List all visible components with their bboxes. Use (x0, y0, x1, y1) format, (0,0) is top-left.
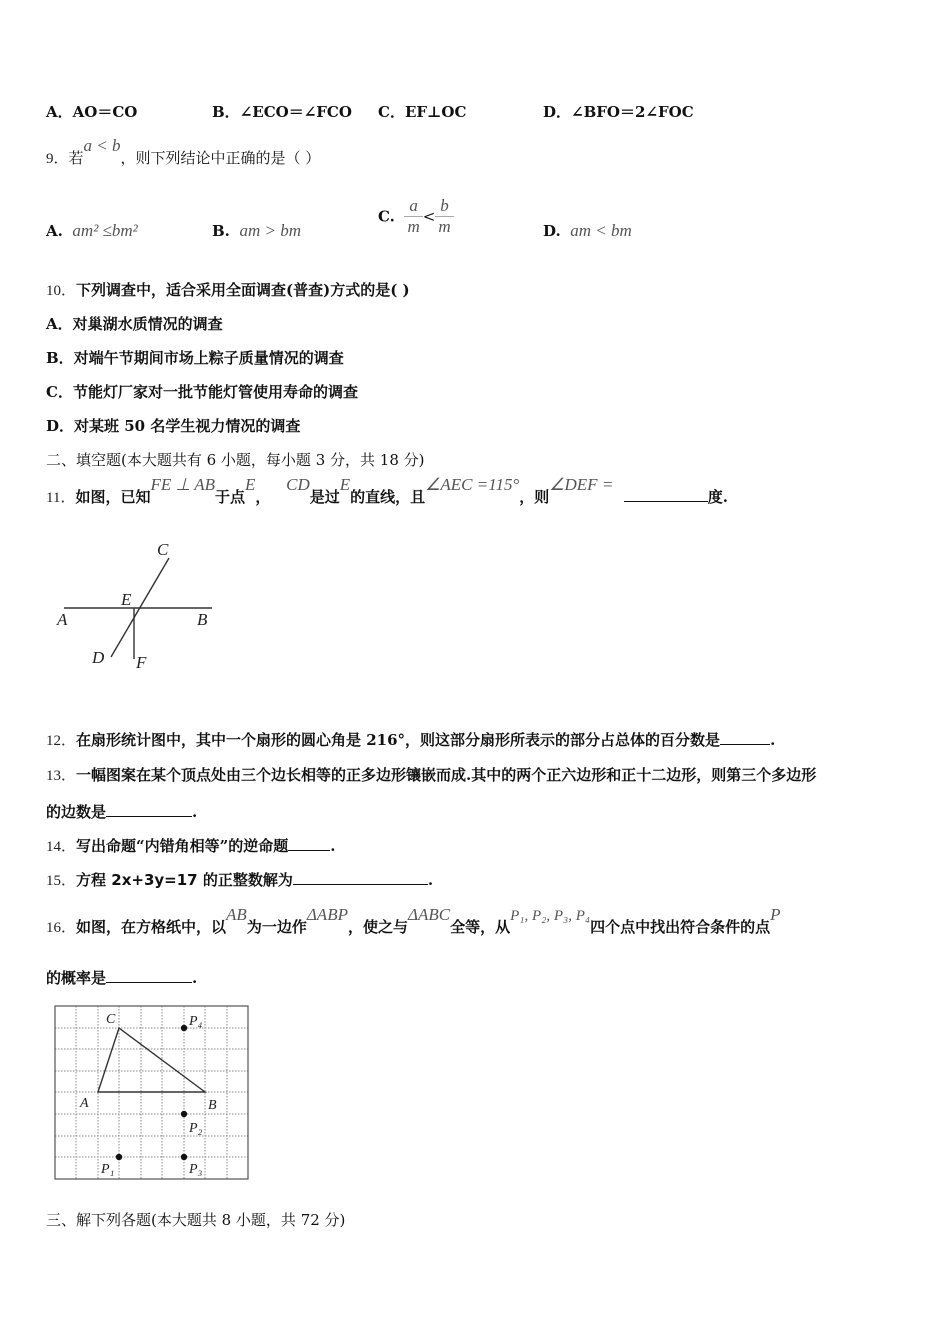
math-expression: ΔABP (306, 905, 348, 924)
question-text: 若 (68, 149, 84, 167)
question-11 (46, 475, 728, 508)
point-p4 (181, 1025, 187, 1031)
option-text: ∠ECO＝∠FCO (239, 103, 352, 121)
math-expression: am < bm (570, 221, 632, 240)
question-12 (46, 730, 775, 751)
option-label: C． (46, 383, 73, 401)
numerator: a (404, 196, 422, 217)
point-p3 (181, 1154, 187, 1160)
question-number: 10． (46, 283, 77, 299)
option-text: 对巢湖水质情况的调查 (72, 315, 223, 333)
math-expression: E (339, 475, 351, 494)
point-p1 (116, 1154, 122, 1160)
question-number: 15． (46, 873, 77, 889)
math-expression: a < b (83, 136, 121, 155)
question-text: 的边数是 (46, 803, 107, 821)
q10-option-c (46, 382, 358, 402)
label-p3: P₃ (189, 1162, 203, 1177)
denominator: m (438, 217, 451, 236)
label-a: A (80, 1096, 89, 1111)
section-heading-text: 三、解下列各题(本大题共 8 小题，共 72 分) (46, 1211, 346, 1229)
question-text: ，则 (519, 488, 550, 506)
question-9 (46, 136, 321, 169)
punctuation: . (427, 871, 434, 889)
question-text: 全等，从 (450, 918, 511, 936)
q10-option-b (46, 348, 344, 368)
question-text: 是过 (309, 488, 340, 506)
question-text: 下列调查中，适合采用全面调查(普查)方式的是( ) (76, 281, 410, 299)
option-text: ∠BFO＝2∠FOC (571, 103, 694, 121)
option-label: A． (46, 103, 73, 121)
math-expression: P₁, P₂, P₃, P₄ (510, 908, 591, 924)
question-text: 写出命题“内错角相等”的逆命题 (76, 837, 289, 855)
option-label: C． (378, 103, 405, 121)
question-number: 13． (46, 768, 77, 784)
label-b: B (197, 610, 208, 629)
math-expression: ΔABC (407, 905, 451, 924)
math-expression: P (770, 905, 781, 924)
math-expression: am > bm (239, 221, 301, 240)
question-number: 9． (46, 151, 69, 167)
q9-option-a (46, 221, 138, 241)
option-label: A. (46, 222, 63, 240)
equation: 2x+3y=17 (111, 871, 198, 889)
question-number: 14． (46, 839, 77, 855)
option-text: 对端午节期间市场上粽子质量情况的调查 (73, 349, 344, 367)
question-text: ， (255, 488, 271, 506)
label-c: C (157, 540, 169, 559)
fraction (435, 196, 453, 237)
numerator: b (435, 196, 453, 217)
question-text: ，则下列结论中正确的是（ ） (120, 149, 321, 167)
q9-option-d (543, 221, 632, 241)
question-text: 如图，在方格纸中，以 (76, 918, 227, 936)
punctuation: . (770, 731, 776, 749)
section-3-heading (46, 1210, 345, 1230)
q8-option-c (378, 102, 466, 122)
math-expression: CD (286, 475, 310, 494)
q9-option-c (378, 196, 454, 237)
punctuation: . (330, 837, 336, 855)
option-text: 节能灯厂家对一批节能灯管使用寿命的调查 (72, 383, 358, 401)
label-a: A (57, 610, 68, 629)
q10-option-a (46, 314, 223, 334)
math-expression: AB (226, 905, 247, 924)
point-p2 (181, 1111, 187, 1117)
label-p2: P₂ (189, 1121, 203, 1136)
answer-blank[interactable] (288, 836, 330, 851)
q8-option-d (543, 102, 694, 122)
q11-geometry-figure (50, 535, 230, 675)
triangle-abc (98, 1028, 205, 1092)
math-expression: E (245, 475, 256, 494)
label-p1: P₁ (101, 1162, 115, 1177)
answer-blank[interactable] (720, 730, 770, 745)
q10-option-d (46, 416, 300, 436)
question-text: 方程 (76, 871, 107, 889)
answer-blank[interactable] (106, 802, 192, 817)
question-13-cont (46, 802, 197, 822)
question-text: 于点 (215, 488, 246, 506)
answer-blank[interactable] (106, 968, 192, 983)
answer-blank[interactable] (293, 870, 428, 885)
label-c: C (106, 1012, 116, 1027)
math-expression: ∠DEF = (549, 475, 614, 494)
option-label: D. (543, 222, 561, 240)
question-text: 的直线，且 (350, 488, 426, 506)
label-b: B (208, 1098, 217, 1113)
question-number: 12． (46, 733, 77, 749)
section-heading-text: 二、填空题(本大题共有 6 小题，每小题 3 分，共 18 分) (46, 451, 425, 469)
question-10 (46, 280, 410, 301)
option-label: D． (46, 417, 75, 435)
label-f: F (136, 653, 147, 672)
question-13 (46, 765, 816, 786)
question-number: 11． (46, 490, 76, 506)
fraction (404, 196, 422, 237)
q9-option-b (212, 221, 301, 241)
q8-option-a (46, 102, 137, 122)
math-expression: FE ⊥ AB (150, 475, 216, 494)
question-16-cont (46, 968, 197, 988)
question-text: 一幅图案在某个顶点处由三个边长相等的正多边形镶嵌而成.其中的两个正六边形和正十二边形，则第三个多边形 (76, 766, 817, 784)
question-14 (46, 836, 336, 857)
option-text: EF⊥OC (404, 103, 467, 121)
punctuation: . (192, 803, 198, 821)
question-text: 的概率是 (46, 969, 107, 987)
punctuation: . (192, 969, 198, 987)
question-text: 度. (707, 488, 728, 506)
question-text: 四个点中找出符合条件的点 (590, 918, 771, 936)
question-number: 16． (46, 920, 77, 936)
option-label: A． (46, 315, 73, 333)
question-text: 如图，已知 (75, 488, 151, 506)
label-p4: P₄ (189, 1014, 203, 1029)
denominator: m (407, 217, 420, 236)
option-label: B． (212, 103, 240, 121)
question-text: 的正整数解为 (202, 871, 293, 889)
operator: < (422, 207, 436, 226)
option-label: B. (212, 222, 230, 240)
q16-grid-figure (54, 1005, 250, 1181)
q8-option-b (212, 102, 352, 122)
question-text: ，使之与 (347, 918, 408, 936)
label-d: D (92, 648, 105, 667)
question-15 (46, 870, 433, 891)
question-16 (46, 905, 781, 938)
question-text: 在扇形统计图中，其中一个扇形的圆心角是 216°，则这部分扇形所表示的部分占总体的百分数是 (76, 731, 721, 749)
math-expression: am² ≤bm² (72, 221, 138, 240)
label-e: E (121, 590, 132, 609)
option-text: 对某班 50 名学生视力情况的调查 (74, 417, 301, 435)
option-label: D． (543, 103, 572, 121)
answer-blank[interactable] (624, 487, 708, 502)
option-label: C. (378, 207, 395, 226)
math-expression: ∠AEC =115° (425, 475, 520, 494)
option-label: B． (46, 349, 74, 367)
question-text: 为一边作 (246, 918, 307, 936)
option-text: AO＝CO (72, 103, 138, 121)
section-2-heading (46, 450, 425, 470)
